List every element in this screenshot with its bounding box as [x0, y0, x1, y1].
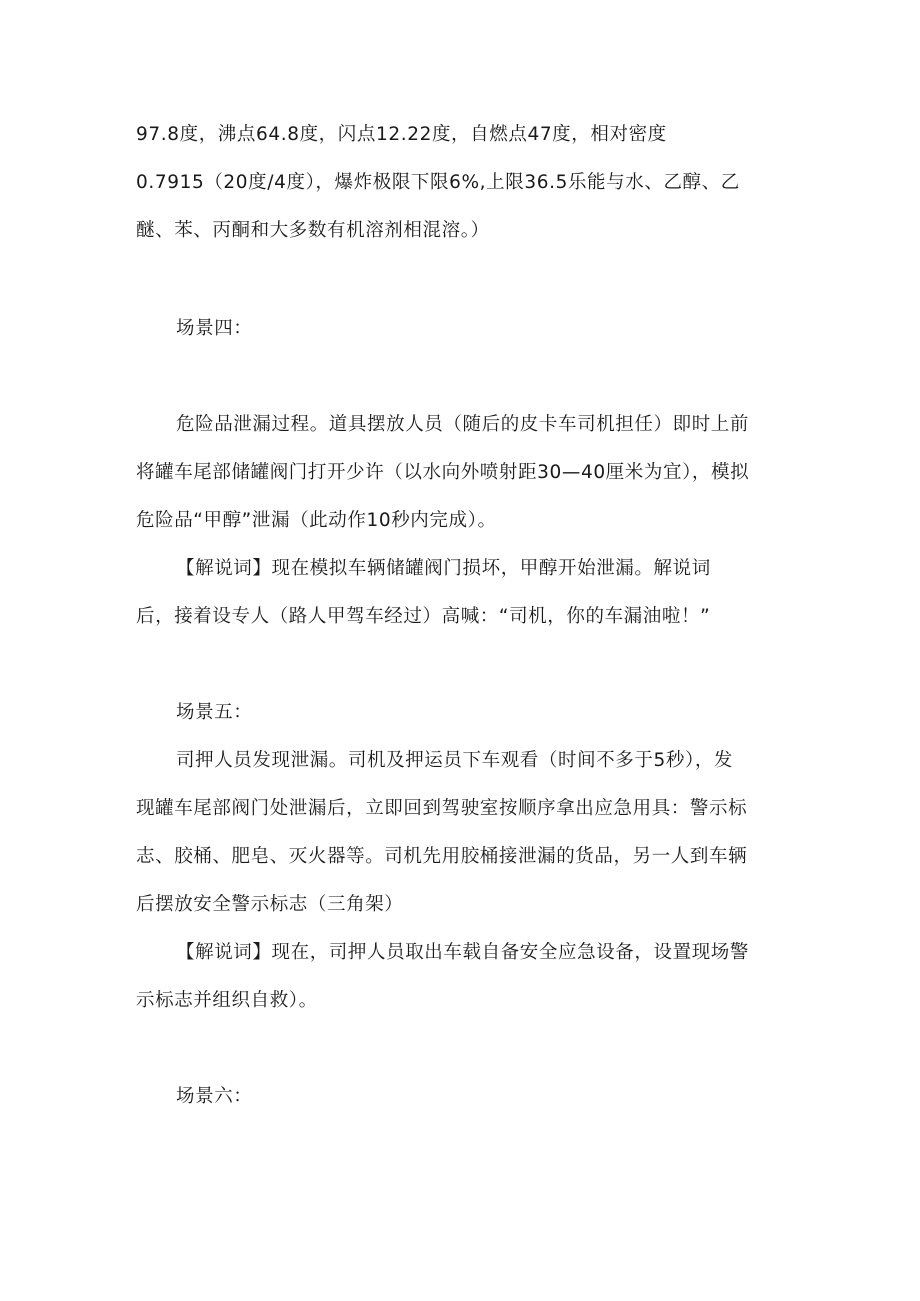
scene-six-heading: 场景六： [176, 1086, 253, 1107]
text-line-14: 后摆放安全警示标志（三角架） [136, 894, 404, 915]
text-line-13: 志、胶桶、肥皂、灭火器等。司机先用胶桶接泄漏的货品，另一人到车辆 [136, 846, 748, 867]
text-line-3: 醚、苯、丙酮和大多数有机溶剂相混溶。） [136, 220, 490, 241]
text-line-8: 【解说词】现在模拟车辆储罐阀门损坏，甲醇开始泄漏。解说词 [176, 558, 711, 579]
text-line-9: 后，接着设专人（路人甲驾车经过）高喊：“司机，你的车漏油啦！” [136, 606, 711, 627]
text-line-16: 示标志并组织自救）。 [136, 990, 318, 1011]
text-line-15: 【解说词】现在，司押人员取出车载自备安全应急设备，设置现场警 [176, 942, 750, 963]
text-line-11: 司押人员发现泄漏。司机及押运员下车观看（时间不多于5秒），发 [176, 750, 734, 771]
scene-four-heading: 场景四： [176, 318, 253, 339]
text-line-7: 危险品“甲醇”泄漏（此动作10秒内完成）。 [136, 510, 497, 531]
text-line-5: 危险品泄漏过程。道具摆放人员（随后的皮卡车司机担任）即时上前 [176, 414, 750, 435]
text-line-1: 97.8度，沸点64.8度，闪点12.22度，自燃点47度，相对密度 [136, 124, 667, 145]
text-line-6: 将罐车尾部储罐阀门打开少许（以水向外喷射距30—40厘米为宜），模拟 [136, 462, 750, 483]
text-line-2: 0.7915（20度/4度），爆炸极限下限6%,上限36.5乐能与水、乙醇、乙 [136, 172, 740, 193]
scene-five-heading: 场景五： [176, 702, 253, 723]
text-line-12: 现罐车尾部阀门处泄漏后，立即回到驾驶室按顺序拿出应急用具：警示标 [136, 798, 748, 819]
